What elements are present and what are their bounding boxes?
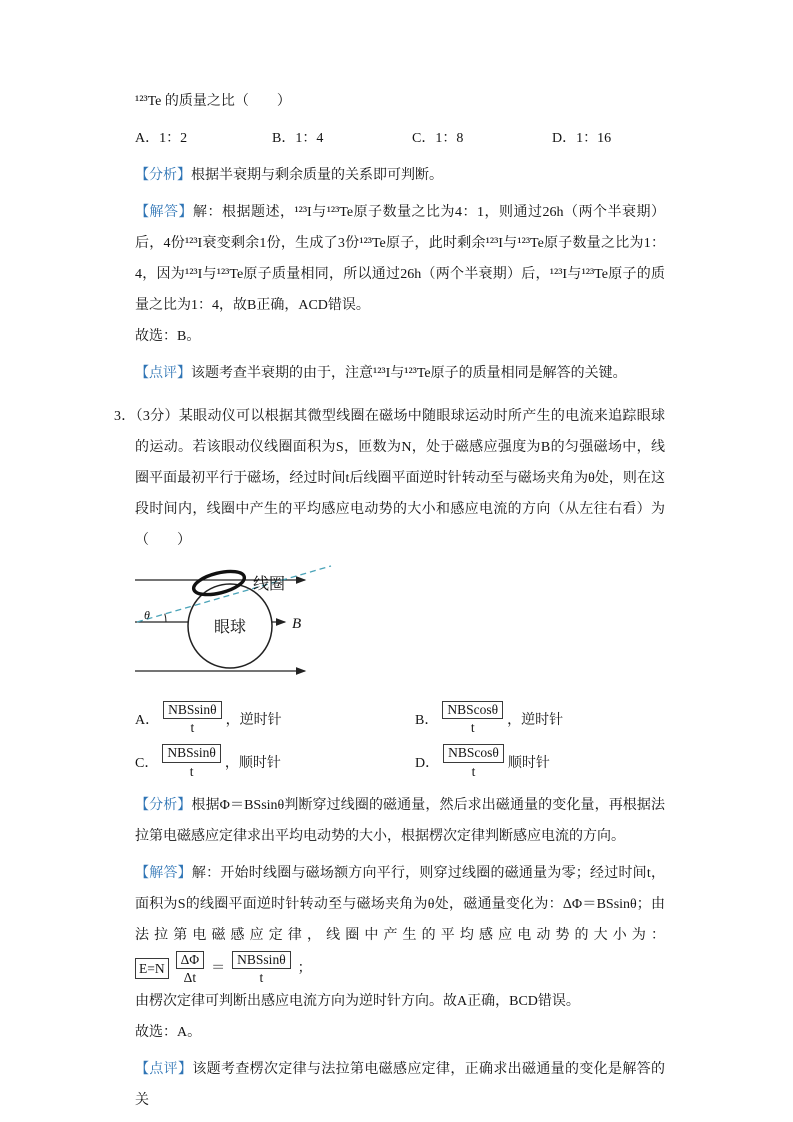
analysis-text: 根据半衰期与剩余质量的关系即可判断。 (191, 168, 443, 183)
angle-arc (165, 614, 166, 622)
coil-label: 线圈 (253, 576, 286, 593)
fraction-denominator: t (259, 969, 264, 985)
equals-sign: ＝ (211, 960, 226, 976)
answer-label: 【解答】 (135, 205, 193, 220)
q2-analysis (135, 160, 665, 191)
q2-answer (135, 197, 665, 321)
q3-option-c-suffix: ，顺时针 (224, 756, 281, 772)
fraction-numerator: NBSsinθ (163, 701, 221, 719)
q3-option-b (415, 701, 695, 736)
formula-tail: ； (297, 960, 312, 976)
q3-option-b-suffix: ，逆时针 (507, 712, 564, 728)
q2-stem-tail: ¹²³Te 的质量之比（ ） (135, 94, 291, 109)
q3-option-b-fraction (442, 701, 503, 736)
analysis-label: 【分析】 (135, 168, 191, 183)
q3-option-c (135, 744, 415, 779)
q3-analysis (135, 790, 665, 852)
q3-option-d-fraction (443, 744, 504, 779)
answer-text-1: 解：开始时线圈与磁场额方向平行，则穿过线圈的磁通量为零；经过时间t，面积为S的线圈平面逆时针转动至与磁场夹角为θ处，磁通量变化为：ΔΦ＝BSsinθ；由法拉第电磁感应定律，线圈中产生的平均感应电动势的大小为： (135, 865, 666, 943)
q2-option-c: C．1：8 (412, 131, 464, 146)
comment-text: 该题考查半衰期的由于，注意¹²³I与¹²³Te原子的质量相同是解答的关键。 (191, 366, 627, 381)
q2-option-d: D．1：16 (552, 131, 612, 146)
analysis-text: 根据Φ＝BSsinθ判断穿过线圈的磁通量，然后求出磁通量的变化量，再根据法拉第电磁感应定律求出平均电动势的大小，根据楞次定律判断感应电流的方向。 (135, 797, 666, 844)
analysis-label: 【分析】 (135, 797, 192, 813)
q3-option-d-suffix: 顺时针 (507, 756, 550, 772)
emf-formula (135, 951, 312, 986)
fraction-numerator: NBSsinθ (162, 744, 220, 762)
q2-options (135, 123, 665, 154)
q3-answer (135, 858, 665, 986)
fraction-numerator: NBScosθ (442, 701, 503, 719)
answer-text: 解：根据题述，¹²³I与¹²³Te原子数量之比为4：1，则通过26h（两个半衰期）后，4份¹²³I衰变剩余1份，生成了3份¹²³Te原子，此时剩余¹²³I与¹²³Te原子数量之比为1：4，因为¹²³I与¹²³Te原子质量相同，所以通过26h（两个半衰期）后，¹²³I与¹²³Te原子的质量之比为1：4，故B正确，ACD错误。 (135, 205, 665, 313)
eye-coil-diagram (135, 564, 337, 686)
q3-option-a-prefix: A． (135, 712, 160, 728)
q3-choose: 故选：A。 (135, 1025, 202, 1041)
content-column (114, 86, 666, 1116)
q3-option-d-prefix: D． (415, 756, 440, 772)
field-b-label: B (292, 616, 302, 632)
fraction-numerator: ΔΦ (176, 951, 205, 969)
comment-label: 【点评】 (135, 1062, 193, 1078)
eye-label: 眼球 (213, 619, 247, 636)
q3-answer-2: 由楞次定律可判断出感应电流方向为逆时针方向。故A正确，BCD错误。 (135, 994, 580, 1010)
q3-option-c-fraction (162, 744, 220, 779)
flux-fraction (176, 951, 205, 986)
q3-options (135, 701, 665, 780)
emf-fraction (232, 951, 290, 986)
fraction-denominator: t (189, 763, 194, 779)
q3-option-a-suffix: ，逆时针 (225, 712, 282, 728)
q3-option-c-prefix: C． (135, 756, 159, 772)
formula-lhs: E=N (135, 958, 169, 979)
q2-option-b: B．1：4 (272, 131, 324, 146)
fraction-denominator: t (471, 763, 476, 779)
q3-option-d (415, 744, 695, 779)
theta-label: θ (144, 608, 150, 622)
q3-option-a-fraction (163, 701, 221, 736)
q2-option-a: A．1：2 (135, 131, 188, 146)
q3-option-b-prefix: B． (415, 712, 439, 728)
q2-choose: 故选：B。 (135, 329, 201, 344)
q2-comment (135, 358, 665, 389)
answer-label: 【解答】 (135, 865, 192, 881)
fraction-numerator: NBScosθ (443, 744, 504, 762)
q3-stem: 3．（3分）某眼动仪可以根据其微型线圈在磁场中随眼球运动时所产生的电流来追踪眼球的运动。若该眼动仪线圈面积为S，匝数为N，处于磁感应强度为B的匀强磁场中，线圈平面最初平行于磁场，经过时间t后线圈平面逆时针转动至与磁场夹角为θ处，则在这段时间内，线圈中产生的平均感应电动势的大小和感应电流的方向（从左往右看）为（ ） (114, 409, 665, 548)
fraction-numerator: NBSsinθ (232, 951, 290, 969)
comment-text: 该题考查楞次定律与法拉第电磁感应定律，正确求出磁通量的变化是解答的关 (135, 1062, 666, 1109)
comment-label: 【点评】 (135, 366, 191, 381)
q3-figure (135, 564, 665, 691)
fraction-denominator: t (190, 720, 195, 736)
fraction-denominator: t (470, 720, 475, 736)
fraction-denominator: Δt (183, 969, 197, 985)
q3-option-a (135, 701, 415, 736)
q3-comment (135, 1054, 665, 1116)
